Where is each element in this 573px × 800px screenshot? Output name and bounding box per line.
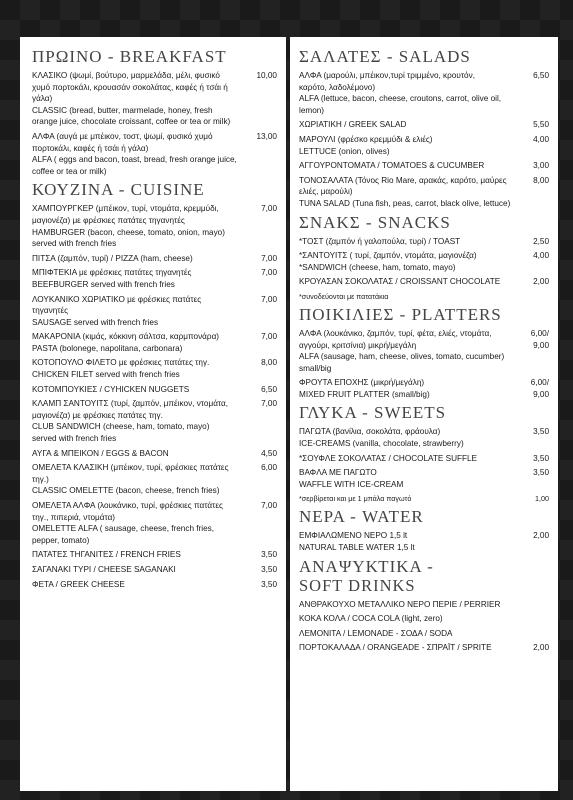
menu-item-name-greek: ΛΕΜΟΝΙΤΑ / LEMONADE - ΣΟΔΑ / SODA [299, 628, 453, 638]
menu-item-price: 7,00 [261, 204, 277, 214]
section-title: ΠΡΩΙΝΟ - BREAKFAST [32, 47, 227, 66]
menu-item-text [299, 175, 523, 210]
menu-item [299, 642, 549, 654]
menu-item-text [299, 453, 523, 465]
menu-item-name-english: BEEFBURGER served with french fries [32, 279, 175, 289]
menu-item-price [523, 628, 549, 640]
menu-item-price: 5,50 [533, 120, 549, 130]
menu-item-price: 13,00 [256, 131, 277, 141]
menu-item-price: 4,00 [533, 251, 549, 261]
menu-item-price: 2,50 [533, 236, 549, 246]
menu-item-text [299, 599, 523, 611]
menu-item-name-greek: ΜΑΚΑΡΟΝΙΑ (κιμάς, κόκκινη σάλτσα, καρμπονάρα) [32, 332, 220, 342]
menu-item [299, 70, 549, 116]
right-menu-panel [290, 37, 558, 791]
menu-item-price: 2,00 [533, 277, 549, 287]
menu-item [32, 357, 277, 380]
menu-item-text [299, 642, 523, 654]
menu-note-price: 1,00 [535, 494, 549, 504]
menu-note-row [299, 291, 549, 302]
menu-item-name-greek: ΟΜΕΛΕΤΑ ΚΛΑΣΙΚΗ (μπέικον, τυρί, φρέσκιες πατάτες τηγ.) [32, 463, 229, 484]
menu-item-price: 6,50 [533, 71, 549, 80]
menu-item-list [299, 426, 549, 490]
menu-item [299, 467, 549, 490]
menu-item-name-english: CLUB SANDWICH (cheese, ham, tomato, mayo) served with french fries [32, 422, 210, 444]
menu-item [299, 175, 549, 210]
menu-item-text [32, 549, 251, 561]
menu-item-name-greek: ΧΩΡΙΑΤΙΚΗ / GREEK SALAD [299, 120, 407, 130]
menu-item [299, 426, 549, 449]
menu-item-name-english: ICE-CREAMS (vanilla, chocolate, strawberry) [299, 439, 464, 449]
menu-item-list [32, 203, 277, 590]
menu-item-price: 10,00 [256, 71, 277, 80]
menu-item-name-greek: ΑΛΦΑ (μαρούλι, μπέικον,τυρί τριμμένο, κρουτόν, καρότο, λαδολέμονο) [299, 71, 475, 92]
menu-item-text [299, 530, 523, 553]
menu-item-list [299, 236, 549, 288]
menu-item-text [299, 134, 523, 157]
menu-item-price: 3,50 [261, 550, 277, 560]
menu-item-text [299, 160, 523, 172]
menu-item-list [299, 530, 549, 553]
menu-item-text [32, 294, 251, 329]
menu-item-list [299, 599, 549, 654]
section-title: ΣΝΑΚΣ - SNACKS [299, 212, 451, 232]
section-subtitle: SOFT DRINKS [299, 575, 416, 595]
menu-item-list [32, 70, 277, 177]
menu-item-name-english: ALFA ( eggs and bacon, toast, bread, fresh orange juice, coffee or tea or milk) [32, 155, 237, 176]
menu-item [32, 500, 277, 546]
menu-item-price: 6,50 [261, 384, 277, 394]
menu-item-price: 7,00 [261, 399, 277, 409]
menu-item-name-english: CLASSIC OMELETTE (bacon, cheese, french fries) [32, 486, 220, 496]
menu-item-name-greek: ΦΕΤΑ / GREEK CHEESE [32, 579, 125, 589]
menu-item-name-english: OMELETTE ALFA ( sausage, cheese, french fries, pepper, tomato) [32, 524, 215, 545]
menu-item-name-greek: ΚΟΤΟΜΠΟΥΚΙΕΣ / CYHICKEN NUGGETS [32, 384, 190, 394]
menu-item-text [299, 377, 523, 400]
menu-item-name-greek: ΚΡΟΥΑΣΑΝ ΣΟΚΟΛΑΤΑΣ / CROISSANT CHOCOLATE [299, 277, 501, 287]
menu-item [299, 530, 549, 553]
menu-item-price: 7,00 [261, 501, 277, 510]
menu-item-name-english: SAUSAGE served with french fries [32, 317, 159, 327]
menu-item-text [299, 250, 523, 273]
menu-item-name-greek: ΑΓΓΟΥΡΟΝΤΟΜΑΤΑ / TOMATOES & CUCUMBER [299, 161, 485, 171]
menu-item-text [299, 276, 523, 288]
menu-item [299, 134, 549, 157]
menu-item-price: 7,00 [261, 268, 277, 278]
menu-item [299, 328, 549, 374]
menu-item-name-greek: ΠΟΡΤΟΚΑΛΑΔΑ / ORANGEADE - ΣΠΡΑΪΤ / SPRITE [299, 643, 492, 653]
section-title: ΑΝΑΨΥΚΤΙΚΑ - [299, 556, 434, 576]
menu-item [299, 599, 549, 611]
menu-item-text [32, 357, 251, 380]
menu-item-text [299, 119, 523, 131]
menu-item [299, 276, 549, 288]
menu-item-name-greek: ΠΙΤΣΑ (ζαμπόν, τυρί) / PIZZA (ham, cheese) [32, 253, 193, 263]
menu-item-price: 7,00 [261, 294, 277, 304]
menu-item-price: 7,00 [261, 253, 277, 263]
menu-item-name-english: PASTA (bolonege, napolitana, carbonara) [32, 343, 183, 353]
menu-item-name-greek: ΦΡΟΥΤΑ ΕΠΟΧΗΣ (μικρή/μεγάλη) [299, 378, 425, 388]
menu-item-price: 3,50 [261, 579, 277, 589]
menu-item [32, 294, 277, 329]
menu-note: *συνοδεύονται με πατατάκια [299, 291, 389, 301]
menu-item-text [299, 70, 523, 116]
menu-item-name-greek: *ΤΟΣΤ (ζαμπόν ή γαλοπούλα, τυρί) / TOAST [299, 236, 461, 246]
menu-item-price: 8,00 [261, 358, 277, 368]
menu-item [32, 462, 277, 497]
menu-item-name-english: LETTUCE (onion, olives) [299, 146, 390, 156]
menu-item [299, 377, 549, 400]
menu-item-name-english: ALFA (lettuce, bacon, cheese, croutons, carrot, olive oil, lemon) [299, 94, 502, 115]
menu-item-text [32, 70, 251, 128]
left-menu-panel [20, 37, 286, 791]
menu-item [32, 331, 277, 354]
menu-item-price [523, 599, 549, 611]
menu-note: *σερβίρεται και με 1 μπάλα παγωτό [299, 494, 412, 504]
menu-item-text [32, 384, 251, 396]
menu-item-name-english: WAFFLE WITH ICE-CREAM [299, 479, 404, 489]
menu-item-name-greek: ΠΑΓΩΤΑ (βανίλια, σοκολάτα, φράουλα) [299, 427, 441, 437]
menu-item-text [32, 331, 251, 354]
menu-item-price: 8,00 [533, 175, 549, 185]
menu-item [32, 203, 277, 249]
menu-item-text [32, 398, 251, 444]
menu-item [299, 613, 549, 625]
menu-item-name-greek: ΑΥΓΑ & ΜΠΕΙΚΟΝ / EGGS & BACON [32, 448, 169, 458]
menu-item [299, 628, 549, 640]
menu-item [32, 267, 277, 290]
menu-item-name-greek: ΚΛΑΣΙΚΟ (ψωμί, βούτυρο, μαρμελάδα, μέλι, φυσικό χυμό πορτοκάλι, κρουασάν σοκολάτας, καφές ή τσάι ή γάλα) [32, 71, 228, 104]
menu-item [32, 253, 277, 265]
menu-item-name-greek: ΑΛΦΑ (λουκάνικο, ζαμπόν, τυρί, φέτα, ελιές, ντομάτα, αγγούρι, κριτσίνια) μικρή/μεγάλη [299, 328, 492, 350]
menu-note-row [299, 493, 549, 504]
menu-item-name-english: NATURAL TABLE WATER 1,5 lt [299, 543, 415, 553]
menu-item-name-greek: ΜΑΡΟΥΛΙ (φρέσκο κρεμμύδι & ελιές) [299, 134, 433, 144]
menu-item-price: 7,00 [261, 332, 277, 342]
menu-item-text [299, 236, 523, 248]
menu-item [32, 384, 277, 396]
menu-item-name-greek: ΣΑΓΑΝΑΚΙ ΤΥΡΙ / CHEESE SAGANAKI [32, 564, 176, 574]
menu-item [299, 453, 549, 465]
section-title: ΓΛΥΚΑ - SWEETS [299, 403, 447, 423]
menu-item-price: 3,00 [533, 161, 549, 171]
menu-item-name-english: CLASSIC (bread, butter, marmelade, honey, fresh orange juice, chocolate croissant, coffee or tea or milk) [32, 105, 231, 127]
section-title: ΠΟΙΚΙΛΙΕΣ - PLATTERS [299, 304, 502, 324]
menu-item [32, 579, 277, 591]
menu-item-text [32, 267, 251, 290]
menu-item-name-greek: ΟΜΕΛΕΤΑ ΑΛΦΑ (λουκάνικο, τυρί, φρέσκιες πατάτες τηγ., πιπεριά, ντομάτα) [32, 501, 223, 522]
menu-item-name-greek: ΑΝΘΡΑΚΟΥΧΟ ΜΕΤΑΛΛΙΚΟ ΝΕΡΟ ΠΕΡΙΕ / PERRIER [299, 599, 501, 609]
menu-item-list [299, 328, 549, 401]
menu-item [32, 549, 277, 561]
menu-item-name-greek: ΜΠΙΦΤΕΚΙΑ με φρέσκιες πατάτες τηγανητές [32, 268, 192, 278]
menu-item-text [299, 613, 523, 625]
menu-item-name-greek: ΤΟΝΟΣΑΛΑΤΑ (Τόνος Rio Mare, αρακάς, καρότο, μαύρες ελιές, μαρούλι) [299, 175, 507, 197]
menu-item-price: 6,00/ 9,00 [530, 378, 549, 399]
menu-item-price [523, 613, 549, 625]
menu-item-text [32, 131, 251, 177]
menu-item-name-greek: ΚΟΤΟΠΟΥΛΟ ΦΙΛΕΤΟ με φρέσκιες πατάτες τηγ. [32, 358, 210, 368]
menu-item-text [299, 328, 523, 374]
menu-item-price: 3,50 [533, 427, 549, 437]
menu-item-text [32, 253, 251, 265]
menu-item-text [299, 467, 523, 490]
menu-item-price: 3,50 [533, 468, 549, 478]
menu-item-price: 3,50 [261, 564, 277, 574]
section-title: ΚΟΥΖΙΝΑ - CUISINE [32, 180, 205, 200]
menu-item-text [32, 579, 251, 591]
menu-item [32, 70, 277, 128]
menu-item-text [32, 462, 251, 497]
menu-item-price: 6,00 [261, 463, 277, 473]
menu-item-name-greek: ΚΟΚΑ ΚΟΛΑ / COCA COLA (light, zero) [299, 614, 443, 624]
menu-item-price: 4,50 [261, 448, 277, 458]
menu-item-name-greek: ΒΑΦΛΑ ΜΕ ΠΑΓΩΤΟ [299, 468, 377, 478]
menu-item [32, 131, 277, 177]
menu-item [32, 564, 277, 576]
menu-item-price: 3,50 [533, 453, 549, 463]
menu-item-price: 2,00 [533, 643, 549, 653]
menu-item-name-english: TUNA SALAD (Tuna fish, peas, carrot, black olive, lettuce) [299, 198, 511, 208]
menu-item-text [32, 203, 251, 249]
menu-item-name-greek: ΕΜΦΙΑΛΩΜΕΝΟ ΝΕΡΟ 1,5 lt [299, 531, 408, 541]
section-title: ΝΕΡΑ - WATER [299, 507, 424, 527]
menu-item-text [32, 500, 251, 546]
menu-item-name-greek: *ΣΟΥΦΛΕ ΣΟΚΟΛΑΤΑΣ / CHOCOLATE SUFFLE [299, 453, 478, 463]
menu-item-name-greek: ΠΑΤΑΤΕΣ ΤΗΓΑΝΙΤΕΣ / FRENCH FRIES [32, 550, 181, 560]
menu-item-text [32, 564, 251, 576]
menu-item-name-english: CHICKEN FILET served with french fries [32, 370, 180, 380]
menu-item-name-greek: *ΣΑΝΤΟΥΙΤΣ ( τυρί, ζαμπόν, ντομάτα, μαγιονέζα) [299, 251, 477, 261]
menu-item-price: 4,00 [533, 134, 549, 144]
menu-item-name-greek: ΑΛΦΑ (αυγά με μπέικον, τοστ, ψωμί, φυσικό χυμό πορτοκάλι, καφές ή τσάι ή γάλα) [32, 131, 213, 153]
menu-item-text [299, 628, 523, 640]
menu-item-name-english: *SANDWICH (cheese, ham, tomato, mayo) [299, 262, 456, 272]
menu-item [299, 236, 549, 248]
menu-item [299, 160, 549, 172]
menu-item-name-greek: ΧΑΜΠΟΥΡΓΚΕΡ (μπέικον, τυρί, ντομάτα, κρεμμύδι, μαγιονέζα) με φρέσκιες πατάτες τηγανητές [32, 204, 219, 225]
menu-item-name-greek: ΛΟΥΚΑΝΙΚΟ ΧΩΡΙΑΤΙΚΟ με φρέσκιες πατάτες τηγανητές [32, 294, 202, 316]
menu-item-price: 2,00 [533, 531, 549, 541]
menu-item-text [32, 448, 251, 460]
menu-item-name-greek: ΚΛΑΜΠ ΣΑΝΤΟΥΙΤΣ (τυρί, ζαμπόν, μπέικον, ντομάτα, μαγιονέζα) με φρέσκιες πατάτες τηγ. [32, 399, 229, 420]
menu-item-name-english: MIXED FRUIT PLATTER (small/big) [299, 389, 430, 399]
section-title: ΣΑΛΑΤΕΣ - SALADS [299, 47, 471, 66]
menu-item-name-english: HAMBURGER (bacon, cheese, tomato, onion, mayo) served with french fries [32, 227, 225, 249]
menu-item-name-english: ALFA (sausage, ham, cheese, olives, tomato, cucumber) small/big [299, 352, 505, 373]
menu-item-list [299, 70, 549, 210]
menu-item [299, 250, 549, 273]
menu-item [32, 398, 277, 444]
menu-item-text [299, 426, 523, 449]
menu-item [32, 448, 277, 460]
menu-item [299, 119, 549, 131]
menu-item-price: 6,00/ 9,00 [530, 328, 549, 350]
